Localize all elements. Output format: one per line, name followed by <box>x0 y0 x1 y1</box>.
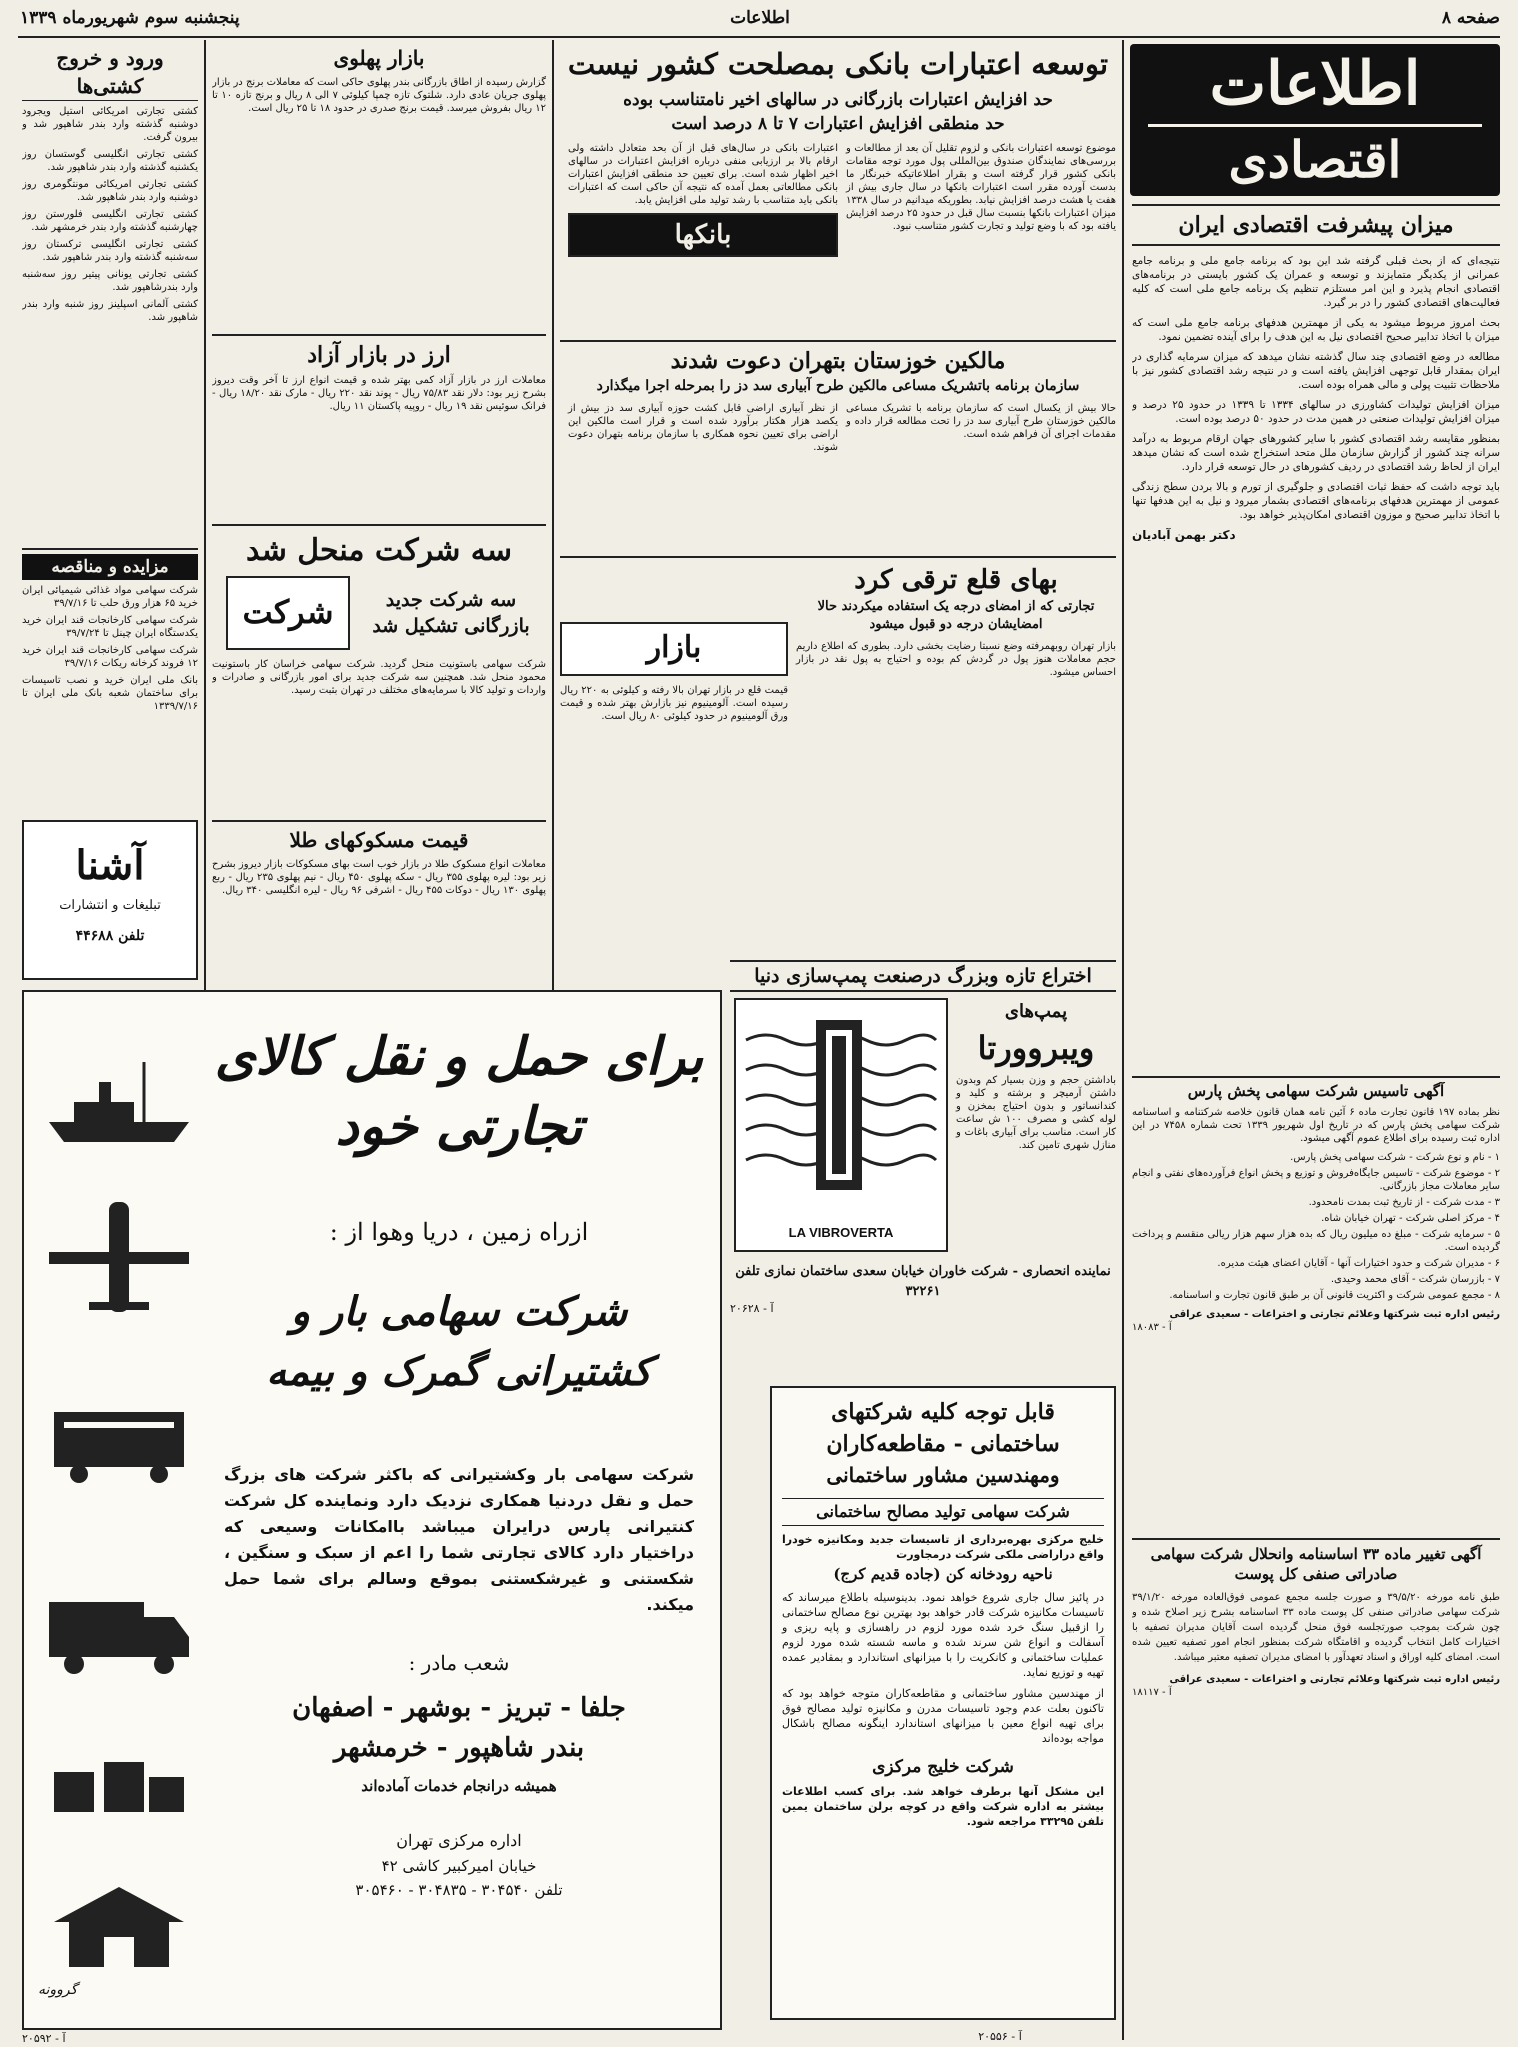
khuzestan-subhead: سازمان برنامه باتشریک مساعی مالکین طرح آبیاری سد دز را بمرحله اجرا میگذارد <box>596 378 1080 394</box>
progress-paragraph: بمنظور مقایسه رشد اقتصادی کشور با سایر کشورهای جهان ارقام مربوط به درآمد سرانه چند کشور از گزارش سازمان ملل متحد استخراج شده است که نشان میدهد ایران از لحاظ رشد اقتصادی در ردیف کشورهای در حال توسعه قرار دارد. <box>1132 433 1500 473</box>
gulf-headline: ساختمانی - مقاطعه‌کاران <box>826 1431 1060 1457</box>
auction-item: شرکت سهامی کارخانجات قند ایران خرید یکدستگاه ایران چینل تا ۳۹/۷/۲۴ <box>22 615 198 639</box>
gulf-ad <box>770 1386 1116 2020</box>
bazaar-pahlavi-title: بازار پهلوی <box>333 46 425 70</box>
dissolution-code: آ - ۱۸۱۱۷ <box>1132 1687 1172 1698</box>
ships-item: کشتی تجارتی انگلیسی فلورستن روز چهارشنبه گذشته وارد بندر خرمشهر شد. <box>22 209 198 233</box>
credit-headline: توسعه اعتبارات بانکی بمصلحت کشور نیست <box>567 47 1109 81</box>
masthead-title: اطلاعات <box>1148 44 1482 127</box>
credit-subhead: حد منطقی افزایش اعتبارات ۷ تا ۸ درصد است <box>671 114 1005 134</box>
shipping-phones: تلفن ۳۰۴۵۴۰ - ۳۰۴۸۳۵ - ۳۰۵۴۶۰ <box>355 1881 563 1899</box>
companies-subtitle: سه شرکت جدید بازرگانی تشکیل شد <box>372 589 530 637</box>
tin-price-article <box>560 562 1116 952</box>
ships-item: کشتی تجارتی انگلیسی ترکستان روز سه‌شنبه گذشته وارد بندر شاهپور شد. <box>22 239 198 263</box>
notice-rule <box>1132 1076 1500 1078</box>
rail-car-icon <box>54 1412 184 1483</box>
ship-icon <box>49 1062 189 1142</box>
auction-item: بانک ملی ایران خرید و نصب تاسیسات برای ساختمان شعبه بانک ملی ایران تا ۱۳۳۹/۷/۱۶ <box>22 675 198 712</box>
header-rule <box>18 36 1500 38</box>
shipping-body: شرکت سهامی بار وکشتیرانی که باکثر شرکت های بزرگ حمل و نقل دردنیا همکاری نزدیک دارد ونماینده کل شرکت کنتیرانی پارس درایران میباشد باامکانات وسیعی که دراختیار دارد کالای تجارتی شما را اعم از سبک و سنگین ، شکستنی و غیرشکستنی بموقع وسالم برای شما حمل میکند. <box>224 1465 694 1614</box>
warehouse-icon <box>54 1887 184 1967</box>
gulf-body: خلیج مرکزی بهره‌برداری از تاسیسات جدید ومکانیزه خودرا واقع دراراضی ملکی شرکت درمجاورت <box>782 1533 1104 1561</box>
shipping-branches: بندر شاهپور - خرمشهر <box>333 1733 585 1763</box>
pars-notice-item: ۵ - سرمایه شرکت - مبلغ ده میلیون ریال که بده هزار سهم هزار ریالی منقسم و پرداخت گردیده است. <box>1132 1229 1500 1253</box>
pars-notice-title: آگهی تاسیس شرکت سهامی پخش پارس <box>1187 1082 1445 1100</box>
column-rule-middle <box>552 40 554 1000</box>
gulf-company: شرکت سهامی تولید مصالح ساختمانی <box>782 1498 1104 1526</box>
three-companies <box>212 530 546 830</box>
pump-sub: پمپ‌های <box>1004 1001 1068 1022</box>
khuzestan-column: حالا بیش از یکسال است که سازمان برنامه با تشریک مساعی مالکین خوزستان طرح آبیاری سد دز را تحت مطالعه قرار داده و مقدمات اجرای آن فراهم شده است. <box>846 403 1116 440</box>
column-rule-left <box>204 40 206 1000</box>
banks-logo: بانکها <box>568 213 838 257</box>
pars-notice <box>1132 1082 1500 1532</box>
gulf-body: از مهندسین مشاور ساختمانی و مقاطعه‌کاران متوجه خواهد بود که تاکنون بعلت عدم وجود تاسیسات مدرن و مکانیزه تولید مصالح فوق برای تهیه انواع معین با میزانهای استاندارد اینگونه مصالح باشکال مواجه بوده‌اند <box>782 1687 1104 1745</box>
article-rule <box>212 820 546 822</box>
shipping-agency: گروونه <box>38 1982 78 1998</box>
shipping-headline: برای حمل و نقل کالای تجارتی خود <box>214 1026 704 1157</box>
ashna-name: آشنا <box>75 842 145 889</box>
tin-subhead: تجارتی که از امضای درجه یک استفاده میکردند حالا امضایشان درجه دو قبول میشود <box>817 599 1095 632</box>
pars-notice-item: ۶ - مدیران شرکت و حدود اختیارات آنها - آقایان اعضای هیئت مدیره. <box>1217 1258 1500 1269</box>
truck-icon <box>49 1602 189 1674</box>
gulf-contact: این مشکل آنها برطرف خواهد شد. برای کسب اطلاعات بیشتر به اداره شرکت واقع در کوچه برلن ساختمان یمین تلفن ۳۳۲۹۵ مراجعه شود. <box>782 1785 1104 1828</box>
article-rule <box>560 556 1116 558</box>
auction-title: مزایده و مناقصه <box>22 554 198 580</box>
article-rule <box>560 340 1116 342</box>
pars-notice-body: نظر بماده ۱۹۷ قانون تجارت ماده ۶ آئین نامه همان قانون خلاصه شرکتنامه و اساسنامه شرکت سهامی پخش پارس که در تاریخ اول شهریور ۱۳۳۹ تحت شماره ۷۴۵۸ در این اداره ثبت رسیده برای اطلاع عموم آگهی میشود. <box>1132 1107 1500 1144</box>
ships-item: کشتی آلمانی اسپلینز روز شنبه وارد بندر شاهپور شد. <box>22 299 198 323</box>
ships-column <box>22 44 198 544</box>
gold-prices <box>212 826 546 986</box>
progress-paragraph: باید توجه داشت که حفظ ثبات اقتصادی و جلوگیری از تورم و بالا بردن سطح زندگی عمومی از مهمترین هدفهای برنامه‌های اقتصادی بشمار میرود و نیل به این هدفها تنها با اتخاذ تدابیر صحیح و موزون اقتصادی امکان‌پذیر خواهد بود. <box>1132 481 1500 521</box>
shipping-hq-label: اداره مرکزی تهران <box>396 1831 522 1850</box>
gulf-code: آ - ۲۰۵۵۶ <box>978 2030 1022 2043</box>
pars-notice-item: ۷ - بازرسان شرکت - آقای محمد وحیدی. <box>1330 1274 1500 1285</box>
pump-ad <box>730 960 1116 1380</box>
pars-notice-item: ۸ - مجمع عمومی شرکت و اکثریت قانونی آن بر طبق قانون تجارت و اساسنامه. <box>1169 1290 1500 1301</box>
ships-item: کشتی تجارتی امریکائی استیل ویجرود دوشنبه گذشته وارد بندر شاهپور شد و بیرون گرفت. <box>22 106 198 143</box>
shipping-hq-address: خیابان امیرکبیر کاشی ۴۲ <box>381 1857 537 1875</box>
ashna-phone: تلفن ۴۴۶۸۸ <box>75 928 145 944</box>
masthead-subtitle: اقتصادی <box>1228 130 1402 189</box>
progress-paragraph: میزان افزایش تولیدات کشاورزی در سالهای ۱۳۳۴ تا ۱۳۳۹ در حدود ۲۵ درصد و میزان افزایش تولیدات صنعتی در همین مدت در حدود ۵۰ درصد بوده است. <box>1132 399 1500 425</box>
article-rule <box>212 334 546 336</box>
pump-brand: ویبروورتا <box>977 1029 1095 1067</box>
dissolution-notice <box>1132 1544 1500 2034</box>
gulf-body: در پائیز سال جاری شروع خواهد نمود. بدینوسیله باطلاع میرساند که تاسیسات مکانیزه شرکت قادر خواهد بود بهترین نوع مصالح ساختمانی را ازقبیل سنگ خرد شده مورد لزوم در راهسازی و پایه ریزی و آسفالت و انواع شن سرند شده و ماسه شسته شده مورد لزوم عملیات ساختمانی و کانکریت را با میزانهای استاندارد و بمقادیر عمده تهیه و توزیع نماید. <box>782 1591 1104 1679</box>
gulf-headline: قابل توجه کلیه شرکتهای <box>831 1399 1055 1425</box>
khuzestan-column: از نظر آبیاری اراضی قابل کشت حوزه آبیاری سد دز بیش از یکصد هزار هکتار برآورد شده است و قرار است مالکین این اراضی برای تعیین نحوه همکاری با سازمان برنامه بتهران دعوت شوند. <box>568 403 838 453</box>
masthead <box>1130 44 1500 196</box>
pars-notice-footer: رئیس اداره ثبت شرکتها وعلائم تجارتی و اختراعات - سعیدی عراقی <box>1169 1309 1500 1320</box>
gold-title: قیمت مسکوکهای طلا <box>289 828 469 852</box>
notice-rule <box>1132 1538 1500 1540</box>
companies-body: شرکت سهامی باستونیت منحل گردید. شرکت سهامی خراسان کار باستونیت محمود منحل شد. همچنین سه شرکت جدید برای امور بازرگانی و صادرات و واردات و تولید کالا با سرمایه‌های مختلف در تهران بثبت رسید. <box>212 659 546 696</box>
bazaar-pahlavi <box>212 44 546 344</box>
progress-paragraph: مطالعه در وضع اقتصادی چند سال گذشته نشان میدهد که میزان سرمایه گذاری در ایران بمقدار قابل توجهی افزایش یافته است و در نتیجه رشد اقتصادی کشور نیز با ملاحظات تثبیت پولی و مالی همراه بوده است. <box>1132 351 1500 391</box>
gulf-company-name: شرکت خلیج مرکزی <box>872 1757 1014 1777</box>
ships-item: کشتی تجارتی یونانی پیتیر روز سه‌شنبه وارد بندرشاهپور شد. <box>22 269 198 293</box>
shipping-branches: جلفا - تبریز - بوشهر - اصفهان <box>292 1693 626 1723</box>
issue-date: پنجشنبه سوم شهریورماه ۱۳۳۹ <box>20 8 240 28</box>
column-rule-right <box>1122 40 1124 2040</box>
gulf-headline: ومهندسین مشاور ساختمانی <box>826 1463 1060 1487</box>
companies-badge: شرکت <box>226 576 350 650</box>
credit-column: اعتبارات بانکی در سال‌های قبل از آن بحد متعادل داشته ولی ارقام بالا بر ارزیابی منفی درباره افزایش اعتبارات در سالهای اخیر اظهار شده است. برای تعیین حد منطقی افزایش اعتبارات بانکی مطالعاتی بعمل آمده که نتیجه آن حاکی است که اعتبارات بانکی باید متناسب با رشد تولید ملی افزایش یابد. <box>568 143 838 206</box>
ships-title: ورود و خروج کشتی‌ها <box>22 44 198 101</box>
currency-body: معاملات ارز در بازار آزاد کمی بهتر شده و قیمت انواع ارز تا آخر وقت دیروز بشرح زیر بود: دلار نقد ۷۵/۸۳ ریال - پوند نقد ۲۲۰ ریال - مارک نقد ۱۸/۲۰ ریال - فرانک سوئیس نقد ۱۹ ریال - روپیه پاکستان ۱۱ ریال. <box>212 375 546 412</box>
pars-notice-item: ۴ - مرکز اصلی شرکت - تهران خیابان شاه. <box>1321 1213 1500 1224</box>
bazaar-pahlavi-body: گزارش رسیده از اطاق بازرگانی بندر پهلوی حاکی است که معاملات برنج در بازار پهلوی جریان عادی دارد. شلتوک تازه چمپا کیلوئی ۷ الی ۸ ریال و برنج تازه ۱۰ تا ۱۲ ریال بفروش میرسد. قیمت برنج صدری در حدود ۱۸ تا ۲۵ ریال است. <box>212 77 546 114</box>
pars-notice-item: ۱ - نام و نوع شرکت - شرکت سهامی پخش پارس. <box>1290 1152 1500 1163</box>
pump-headline: اختراع تازه وبزرگ درصنعت پمپ‌سازی دنیا <box>730 960 1116 992</box>
progress-article <box>1132 204 1500 1074</box>
currency-market <box>212 340 546 520</box>
dissolution-title: آگهی تغییر ماده ۳۳ اساسنامه وانحلال شرکت سهامی صادراتی صنفی کل پوست <box>1150 1545 1482 1583</box>
auction-item: شرکت سهامی مواد غذائی شیمیائی ایران خرید ۶۵ هزار ورق حلب تا ۳۹/۷/۱۶ <box>22 585 198 609</box>
credit-column: موضوع توسعه اعتبارات بانکی و لزوم تقلیل آن بعد از مطالعات و بررسی‌های نمایندگان صندوق بین‌المللی پول مورد توجه مقامات بانکی کشور قرار گرفته است و بقرار اطلاعاتیکه خبرنگار ما بدست آورده مقرر است اعتبارات بانکها در سال جاری بیش از هفت یا هشت درصد افزایش نیابد. بطوریکه میدانیم در سال ۱۳۳۸ میزان اعتبارات بانکها بنسبت سال قبل در حدود ۲۵ درصد افزایش یافته بود که با وضع تولید و تجارت کشور متناسب نبود. <box>846 143 1116 232</box>
dissolution-body: طبق نامه مورخه ۳۹/۵/۲۰ و صورت جلسه مجمع عمومی فوق‌العاده مورخه ۳۹/۱/۲۰ شرکت سهامی صادراتی صنفی کل پوست ماده ۳۳ اساسنامه بشرح زیر اصلاح شده و چون شرکت بموجب صورتجلسه فوق منحل گردیده است آقایان مدیران تصفیه با اختیارات کامل انتخاب گردیده و اقامتگاه شرکت بمنظور انجام امور تصفیه تعیین شده است. امضای کلیه اوراق و اسناد تعهدآور با امضای مدیران تصفیه معتبر میباشد. <box>1132 1592 1500 1663</box>
shipping-ad <box>22 990 722 2030</box>
freight-icon <box>54 1762 184 1812</box>
ashna-subtitle: تبلیغات و انتشارات <box>59 898 161 913</box>
pars-notice-item: ۳ - مدت شرکت - از تاریخ ثبت بمدت نامحدود. <box>1308 1197 1500 1208</box>
shipping-code: آ - ۲۰۵۹۲ <box>22 2032 66 2045</box>
auction-item: شرکت سهامی کارخانجات قند ایران خرید ۱۲ فروند کرخانه ریکات ۳۹/۷/۱۶ <box>22 645 198 669</box>
gold-body: معاملات انواع مسکوک طلا در بازار خوب است بهای مسکوکات بازار دیروز بشرح زیر بود: لیره پهلوی ۳۵۵ ریال - سکه پهلوی ۴۵۰ ریال - نیم پهلوی ۲۳۵ ریال - ربع پهلوی ۱۳۰ ریال - دوکات ۴۵۵ ریال - اشرفی ۹۶ ریال - لیره انگلیسی ۳۴۰ ریال. <box>212 859 546 896</box>
tin-headline: بهای قلع ترقی کرد <box>854 565 1058 595</box>
ships-item: کشتی تجارتی انگلیسی گوستسان روز یکشنبه گذشته وارد بندر شاهپور شد. <box>22 149 198 173</box>
bazaar-badge: بازار <box>560 622 788 676</box>
tin-column: بازار تهران روبهمرفته وضع نسبتا رضایت بخشی دارد. بطوری که اطلاع داریم حجم معاملات هنوز پول در گردش کم بوده و احتیاج به پول نقد در بازار احساس میشود. <box>796 641 1116 678</box>
khuzestan-article <box>560 346 1116 566</box>
shipping-company: شرکت سهامی بار و کشتیرانی گمرک و بیمه <box>266 1288 652 1395</box>
page-number: صفحه ۸ <box>1441 8 1500 28</box>
airplane-icon <box>49 1202 189 1312</box>
dissolution-footer: رئیس اداره ثبت شرکتها وعلائم تجارتی و اختراعات - سعیدی عراقی <box>1169 1674 1500 1685</box>
pump-latin-name: LA VIBROVERTA <box>788 1225 894 1240</box>
paper-name: اطلاعات <box>730 8 790 28</box>
article-rule <box>22 548 198 550</box>
progress-author: دکتر بهمن آبادیان <box>1132 528 1236 542</box>
shipping-branches-label: شعب مادر : <box>408 1651 510 1675</box>
companies-title: سه شرکت منحل شد <box>245 533 513 568</box>
auction-column <box>22 554 198 804</box>
progress-title: میزان پیشرفت اقتصادی ایران <box>1132 204 1500 246</box>
credit-subhead: حد افزایش اعتبارات بازرگانی در سالهای اخیر نامتناسب بوده <box>623 90 1053 110</box>
progress-paragraph: نتیجه‌ای که از بحث قبلی گرفته شد این بود که برنامه جامع ملی و برنامه جامع عمرانی از یکدیگر متمایزند و توسعه و عمران یک کشور بایستی در برنامه‌های اقتصادی انجام پذیرد و این امر مستلزم تنظیم یک برنامه جامع ملی است که کلیه فعالیت‌های اقتصادی کشور را در بر گیرد. <box>1132 255 1500 309</box>
pump-illustration <box>734 998 948 1252</box>
article-rule <box>212 524 546 526</box>
currency-title: ارز در بازار آزاد <box>307 342 451 368</box>
progress-paragraph: بحث امروز مربوط میشود به یکی از مهمترین هدفهای برنامه جامع ملی است که میزان با اتخاذ تدابیر صحیح اقتصادی نیل به این هدف را برای آینده تضمین نمود. <box>1132 317 1500 343</box>
khuzestan-headline: مالکین خوزستان بتهران دعوت شدند <box>670 348 1006 374</box>
tin-column: قیمت قلع در بازار تهران بالا رفته و کیلوئی به ۲۲۰ ریال رسیده است. آلومینیوم نیز بازارش بهتر شده و قیمت ورق آلومینیوم در حدود کیلوئی ۸۰ ریال است. <box>560 685 788 722</box>
pump-icon <box>736 1000 942 1200</box>
gulf-location: ناحیه رودخانه کن (جاده قدیم کرج) <box>833 1565 1053 1583</box>
ships-item: کشتی تجارتی امریکائی مونتگومری روز دوشنبه وارد بندر شاهپور شد. <box>22 179 198 203</box>
pars-notice-item: ۲ - موضوع شرکت - تاسیس جایگاه‌فروش و توزیع و پخش انواع فرآورده‌های نفتی و انجام سایر معاملات مجاز بازرگانی. <box>1132 1168 1500 1192</box>
transport-icons <box>44 1032 194 1992</box>
credit-article <box>560 44 1116 336</box>
ashna-ad <box>22 820 198 980</box>
shipping-routes: ازراه زمین ، دریا وهوا از : <box>329 1218 589 1246</box>
pars-notice-code: آ - ۱۸۰۸۳ <box>1132 1322 1172 1333</box>
pump-representative: نماینده انحصاری - شرکت خاوران خیابان سعدی ساختمان نمازی تلفن ۳۲۲۶۱ <box>735 1264 1111 1299</box>
pump-body: باداشتن حجم و وزن بسیار کم وبدون داشتن آرمیچر و برشته و کلید و کندانساتور و بدون احتیاج بمخزن و لوله کشی و مصرف ۱۰۰ ش ساعت کار است. مناسب برای آبیاری باغات و منازل شهری تامین کند. <box>956 1075 1116 1151</box>
shipping-branches-note: همیشه درانجام خدمات آماده‌اند <box>361 1777 557 1795</box>
pump-code: آ - ۲۰۶۲۸ <box>730 1302 774 1315</box>
